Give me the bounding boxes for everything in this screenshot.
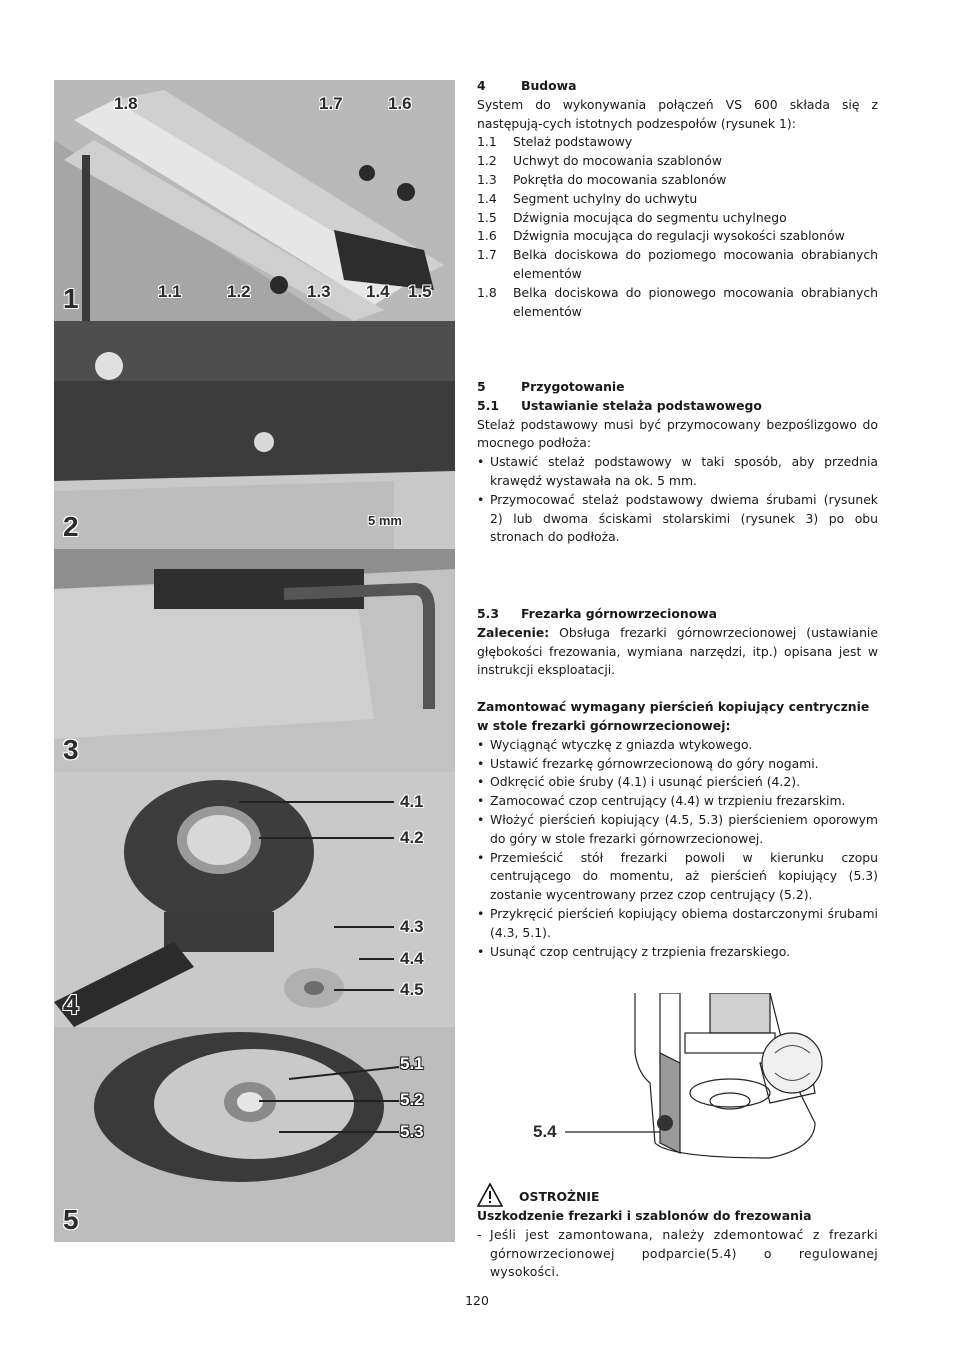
callout-5-4: 5.4 — [533, 1122, 557, 1141]
warning-triangle-icon — [477, 1183, 503, 1207]
section-5 — [477, 378, 878, 547]
callout-1-3: 1.3 — [307, 282, 331, 301]
list-item: 1.5 Dźwignia mocująca do segmentu uchylnego — [477, 209, 787, 225]
figure-1-photo — [54, 80, 455, 321]
bold-instruction: Zamontować wymagany pierścień kopiujący centrycznie w stole frezarki górnowrzecionowej: — [477, 699, 870, 733]
callout-5-3: 5.3 — [400, 1122, 424, 1141]
section-4-heading — [477, 77, 878, 96]
list-item: • Ustawić stelaż podstawowy w taki sposób, aby przednia krawędź wystawała na ok. 5 mm. — [477, 454, 878, 488]
router-drawing — [530, 993, 840, 1165]
list-item: 1.4 Segment uchylny do uchwytu — [477, 190, 698, 206]
section-4-number: 4 — [477, 78, 486, 93]
figure-1-illustration — [54, 80, 455, 321]
list-item: • Przemieścić stół frezarki powoli w kierunku czopu centrującego do momentu, aż pierścień kopiujący (5.3) zostanie wycentrowany przez czop centrujący (5.2). — [477, 849, 878, 903]
figure-3-photo — [54, 549, 455, 772]
section-5-heading: 5 Przygotowanie — [477, 379, 625, 394]
list-item: 1.3 Pokrętła do mocowania szablonów — [477, 171, 727, 187]
callout-4-2: 4.2 — [400, 828, 424, 847]
section-4-intro: System do wykonywania połączeń VS 600 składa się z następują-cych istotnych podzespołów (rysunek 1): — [477, 96, 878, 131]
list-item: 1.8 Belka dociskowa do pionowego mocowania obrabianych elementów — [477, 284, 878, 319]
list-item: • Przymocować stelaż podstawowy dwiema śrubami (rysunek 2) lub dwoma ściskami stolarskimi (rysunek 3) po obu stronach do podłoża. — [477, 491, 878, 545]
list-item: • Odkręcić obie śruby (4.1) i usunąć pierścień (4.2). — [477, 774, 801, 790]
list-item: 1.2 Uchwyt do mocowania szablonów — [477, 153, 722, 169]
list-item: 1.7 Belka dociskowa do poziomego mocowania obrabianych elementów — [477, 247, 878, 281]
figure-3-illustration — [54, 549, 455, 772]
section-5-3 — [477, 605, 878, 961]
list-item: 1.1 Stelaż podstawowy — [477, 134, 633, 150]
list-item: • Usunąć czop centrujący z trzpienia frezarskiego. — [477, 943, 791, 959]
callout-1-7: 1.7 — [319, 94, 343, 113]
figure-4-photo — [54, 772, 455, 1027]
section-4 — [477, 77, 878, 321]
list-item: • Włożyć pierścień kopiujący (4.5, 5.3) pierścieniem oporowym do góry w stole frezarki górnowrzecionowej. — [477, 811, 878, 846]
measure-5mm: 5 mm — [368, 513, 402, 528]
warning-heading — [477, 1183, 878, 1207]
section-5-1-heading: 5.1 Ustawianie stelaża podstawowego — [477, 397, 762, 413]
warning-item: - Jeśli jest zamontowana, należy zdemontować z frezarki górnowrzecionowej podparcie(5.4) o regulowanej wysokości. — [477, 1226, 878, 1280]
warning-block — [477, 1183, 878, 1282]
figure-5-photo — [54, 1027, 455, 1242]
callout-1-2: 1.2 — [227, 282, 251, 301]
callout-5-2: 5.2 — [400, 1090, 424, 1109]
list-item: • Ustawić frezarkę górnowrzecionową do góry nogami. — [477, 755, 819, 771]
section-5-1-body: Stelaż podstawowy musi być przymocowany bezpoślizgowo do mocnego podłoża: — [477, 416, 878, 451]
figure-1-number: 1 — [63, 283, 79, 314]
callout-1-8: 1.8 — [114, 94, 138, 113]
callout-1-4: 1.4 — [366, 282, 390, 301]
section-4-title: Budowa — [521, 78, 577, 93]
figure-2-number: 2 — [63, 511, 79, 542]
warning-title: OSTROŻNIE — [519, 1189, 600, 1205]
figure-2-photo — [54, 321, 455, 549]
figure-5-illustration — [54, 1027, 455, 1242]
callout-4-1: 4.1 — [400, 792, 424, 811]
callout-5-1: 5.1 — [400, 1054, 424, 1073]
list-item: • Wyciągnąć wtyczkę z gniazda wtykowego. — [477, 736, 753, 752]
figure-4-number: 4 — [63, 989, 79, 1020]
callout-1-1: 1.1 — [158, 282, 182, 301]
figure-3-number: 3 — [63, 734, 79, 765]
callout-4-3: 4.3 — [400, 917, 424, 936]
figure-4-illustration — [54, 772, 455, 1027]
figure-5-number: 5 — [63, 1204, 79, 1235]
list-item: 1.6 Dźwignia mocująca do regulacji wysokości szablonów — [477, 228, 845, 244]
page-number: 120 — [465, 1293, 489, 1308]
callout-1-5: 1.5 — [408, 282, 432, 301]
callout-4-4: 4.4 — [400, 949, 424, 968]
list-item: • Przykręcić pierścień kopiujący obiema dostarczonymi śrubami (4.3, 5.1). — [477, 905, 878, 940]
callout-4-5: 4.5 — [400, 980, 424, 999]
warning-subtitle: Uszkodzenie frezarki i szablonów do frezowania — [477, 1208, 812, 1223]
callout-1-6: 1.6 — [388, 94, 412, 113]
recommendation: Zalecenie: Obsługa frezarki górnowrzecionowej (ustawianie głębokości frezowania, wymiana narzędzi, itp.) opisana jest w instrukcji eksploatacji. — [477, 624, 878, 678]
list-item: • Zamocować czop centrujący (4.4) w trzpieniu frezarskim. — [477, 793, 846, 809]
router-support-drawing — [530, 993, 840, 1165]
section-5-3-heading: 5.3 Frezarka górnowrzecionowa — [477, 606, 718, 621]
